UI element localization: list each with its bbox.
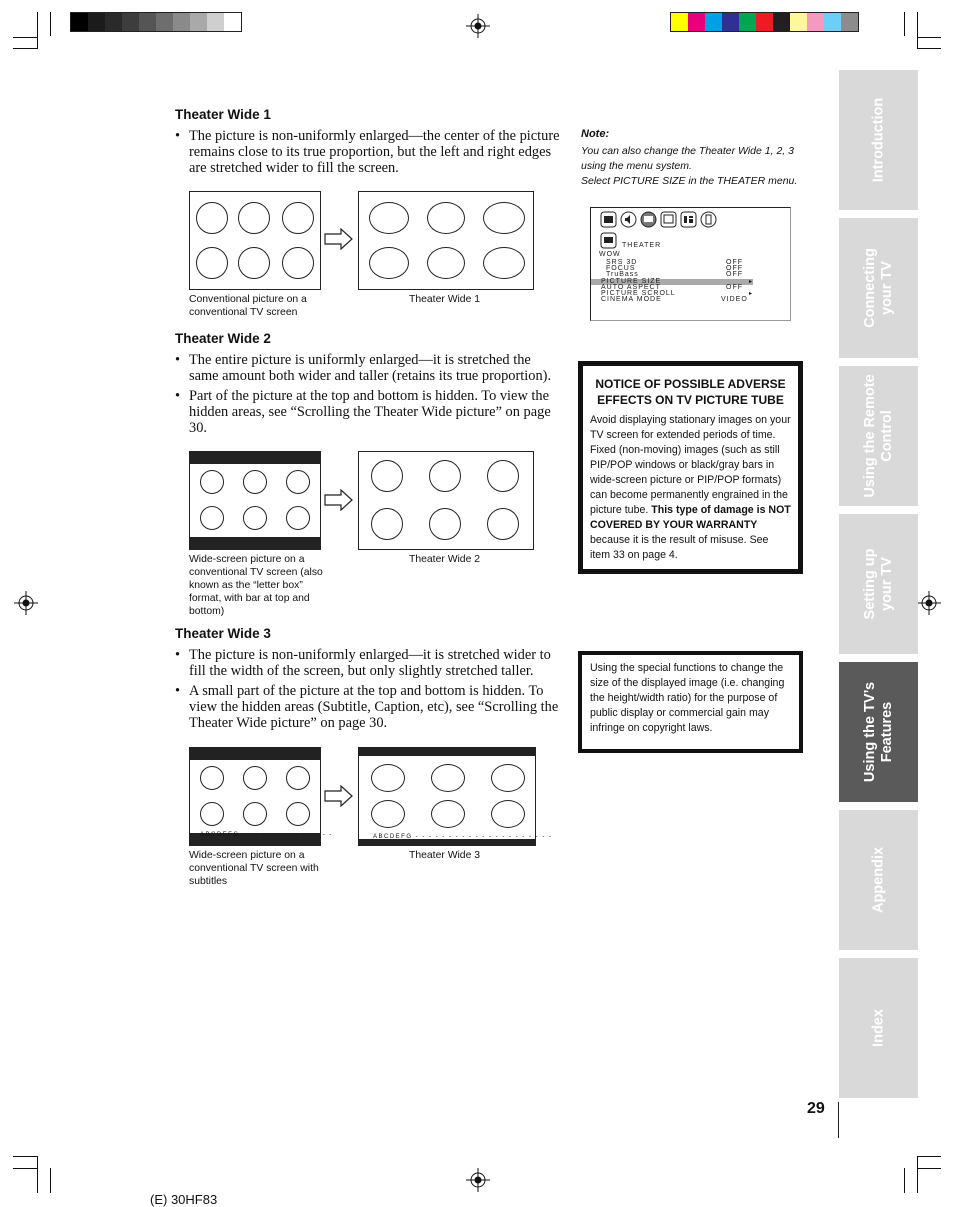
tab-index[interactable]	[839, 958, 918, 1098]
menu-row-label: CINEMA MODE	[601, 296, 662, 303]
caption-theater-wide-1: Theater Wide 1	[409, 294, 481, 305]
menu-row-label: WOW	[599, 251, 621, 258]
subtitle-text: ABCDEFG - - - - - - - - - - - - - -	[200, 832, 333, 838]
lock-menu-icon	[680, 211, 697, 228]
section-heading-theater-wide-3: Theater Wide 3	[175, 626, 271, 641]
color-swatch	[739, 13, 756, 31]
color-swatch	[207, 13, 224, 31]
caption-theater-wide-2: Theater Wide 2	[409, 554, 481, 565]
menu-row-value: VIDEO	[721, 296, 748, 303]
tab-connecting-your-tv[interactable]	[839, 218, 918, 358]
notice-body: Avoid displaying stationary images on your TV screen for extended periods of time. Fixed (non-moving) images (such as still PIP/POP windows or black/gray bars in wide-screen picture or PIP/POP formats) can become permanently engrained in the picture tube. This type of damage is NOT COVERED BY YOUR WARRANTY because it is the result of misuse. See item 33 on page 4.	[590, 414, 791, 561]
tab-label: Using the Remote Control	[861, 374, 895, 498]
menu-row-label: FOCUS	[606, 265, 636, 272]
page-number-rule	[838, 1102, 839, 1138]
tab-label: Index	[870, 1009, 886, 1047]
notice-title: NOTICE OF POSSIBLE ADVERSE EFFECTS ON TV PICTURE TUBE	[595, 377, 786, 407]
tv-letterbox-picture	[189, 451, 321, 550]
color-calibration-bar	[670, 12, 859, 32]
section-heading-theater-wide-1: Theater Wide 1	[175, 107, 271, 122]
color-swatch	[807, 13, 824, 31]
footer-model: (E) 30HF83	[150, 1192, 218, 1207]
menu-title: THEATER	[622, 242, 662, 249]
color-swatch	[790, 13, 807, 31]
tab-setting-up-your-tv[interactable]	[839, 514, 918, 654]
menu-row-value: OFF	[726, 265, 743, 272]
section-heading-theater-wide-2: Theater Wide 2	[175, 331, 271, 346]
registration-mark-bottom-icon	[466, 1168, 490, 1192]
arrow-right-icon	[324, 228, 354, 250]
caption-subtitle-picture: Wide-screen picture on a conventional TV screen with subtitles	[189, 850, 319, 887]
page-number: 29	[807, 1100, 825, 1117]
tab-introduction[interactable]	[839, 70, 918, 210]
color-swatch	[688, 13, 705, 31]
color-swatch	[71, 13, 88, 31]
caption-conventional-picture: Conventional picture on a conventional TV screen	[189, 294, 307, 318]
color-swatch	[139, 13, 156, 31]
color-swatch	[756, 13, 773, 31]
tv-theater-wide-3	[358, 747, 553, 846]
color-swatch	[190, 13, 207, 31]
color-swatch	[122, 13, 139, 31]
audio-menu-icon	[620, 211, 637, 228]
note-text: You can also change the Theater Wide 1, 2, 3 using the menu system. Select PICTURE SIZE in the THEATER menu.	[581, 145, 798, 187]
color-swatch	[722, 13, 739, 31]
menu-arrow-icon: ▸	[749, 291, 753, 297]
tv-theater-wide-1	[358, 191, 534, 290]
color-swatch	[88, 13, 105, 31]
tab-using-the-remote-control[interactable]	[839, 366, 918, 506]
color-swatch	[705, 13, 722, 31]
tv-conventional-picture	[189, 191, 321, 290]
tab-label: Connecting your TV	[861, 248, 895, 328]
menu-row-value: OFF	[726, 271, 743, 278]
menu-row-label: TruBass	[606, 271, 639, 278]
picture-menu-icon	[600, 211, 617, 228]
tab-label: Setting up your TV	[861, 548, 895, 620]
arrow-right-icon	[324, 489, 354, 511]
menu-row-label: SRS 3D	[606, 259, 638, 266]
arrow-right-icon	[324, 785, 354, 807]
theater-menu-icon	[640, 211, 657, 228]
bullet-item: • A small part of the picture at the top and bottom is hidden. To view the hidden areas (Subtitle, Caption, etc), see “Scrolling the Theater Wide picture” on page 30.	[175, 683, 559, 731]
menu-row-label: AUTO ASPECT	[601, 284, 661, 291]
bullet-item: • The entire picture is uniformly enlarged—it is stretched the same amount both wider and taller (retains its true proportion).	[175, 352, 552, 384]
registration-mark-left-icon	[14, 591, 38, 615]
menu-row-value: OFF	[726, 259, 743, 266]
menu-row-label-selected: PICTURE SIZE	[601, 278, 662, 285]
notice-box	[578, 361, 803, 574]
menu-icon-row	[600, 211, 717, 228]
tab-appendix[interactable]	[839, 810, 918, 950]
theater-selected-icon	[600, 232, 617, 249]
bullet-item: • The picture is non-uniformly enlarged—the center of the picture remains close to its true proportion, but the left and right edges are stretched wider to fill the screen.	[175, 128, 560, 176]
setup-menu-icon	[660, 211, 677, 228]
caption-theater-wide-3: Theater Wide 3	[409, 850, 481, 861]
color-swatch	[224, 13, 241, 31]
color-swatch	[173, 13, 190, 31]
gray-calibration-bar	[70, 12, 242, 32]
bullet-item: • Part of the picture at the top and bottom is hidden. To view the hidden areas, see “Scrolling the Theater Wide picture” on page 30.	[175, 388, 551, 436]
bullet-item: • The picture is non-uniformly enlarged—it is stretched wider to fill the width of the screen, but only slightly stretched taller.	[175, 647, 551, 679]
theater-menu-screenshot	[590, 207, 791, 321]
note-title: Note:	[581, 128, 610, 140]
color-swatch	[156, 13, 173, 31]
menu-row-value: OFF	[726, 284, 743, 291]
menu-arrow-icon: ▸	[749, 279, 753, 285]
menu-row-label: PICTURE SCROLL	[601, 290, 676, 297]
application-menu-icon	[700, 211, 717, 228]
tab-using-the-tvs-features[interactable]	[839, 662, 918, 802]
tv-theater-wide-2	[358, 451, 534, 550]
subtitle-text: ABCDEFG - - - - - - - - - - - - - - - - - - - - -	[373, 834, 553, 840]
color-swatch	[773, 13, 790, 31]
color-swatch	[671, 13, 688, 31]
color-swatch	[841, 13, 858, 31]
caption-letterbox-picture: Wide-screen picture on a conventional TV screen (also known as the “letter box” format, with bar at top and bottom)	[189, 554, 323, 617]
copyright-text: Using the special functions to change the size of the displayed image (i.e. changing the height/width ratio) for the purpose of public display or commercial gain may infringe on copyright laws.	[590, 662, 785, 734]
tab-label: Using the TV’s Features	[861, 681, 895, 783]
color-swatch	[824, 13, 841, 31]
tab-label: Appendix	[870, 846, 886, 914]
copyright-box	[578, 651, 803, 753]
tab-label: Introduction	[870, 97, 886, 183]
color-swatch	[105, 13, 122, 31]
registration-mark-top-icon	[466, 14, 490, 38]
tv-subtitle-picture	[189, 747, 333, 846]
registration-mark-right-icon	[917, 591, 941, 615]
